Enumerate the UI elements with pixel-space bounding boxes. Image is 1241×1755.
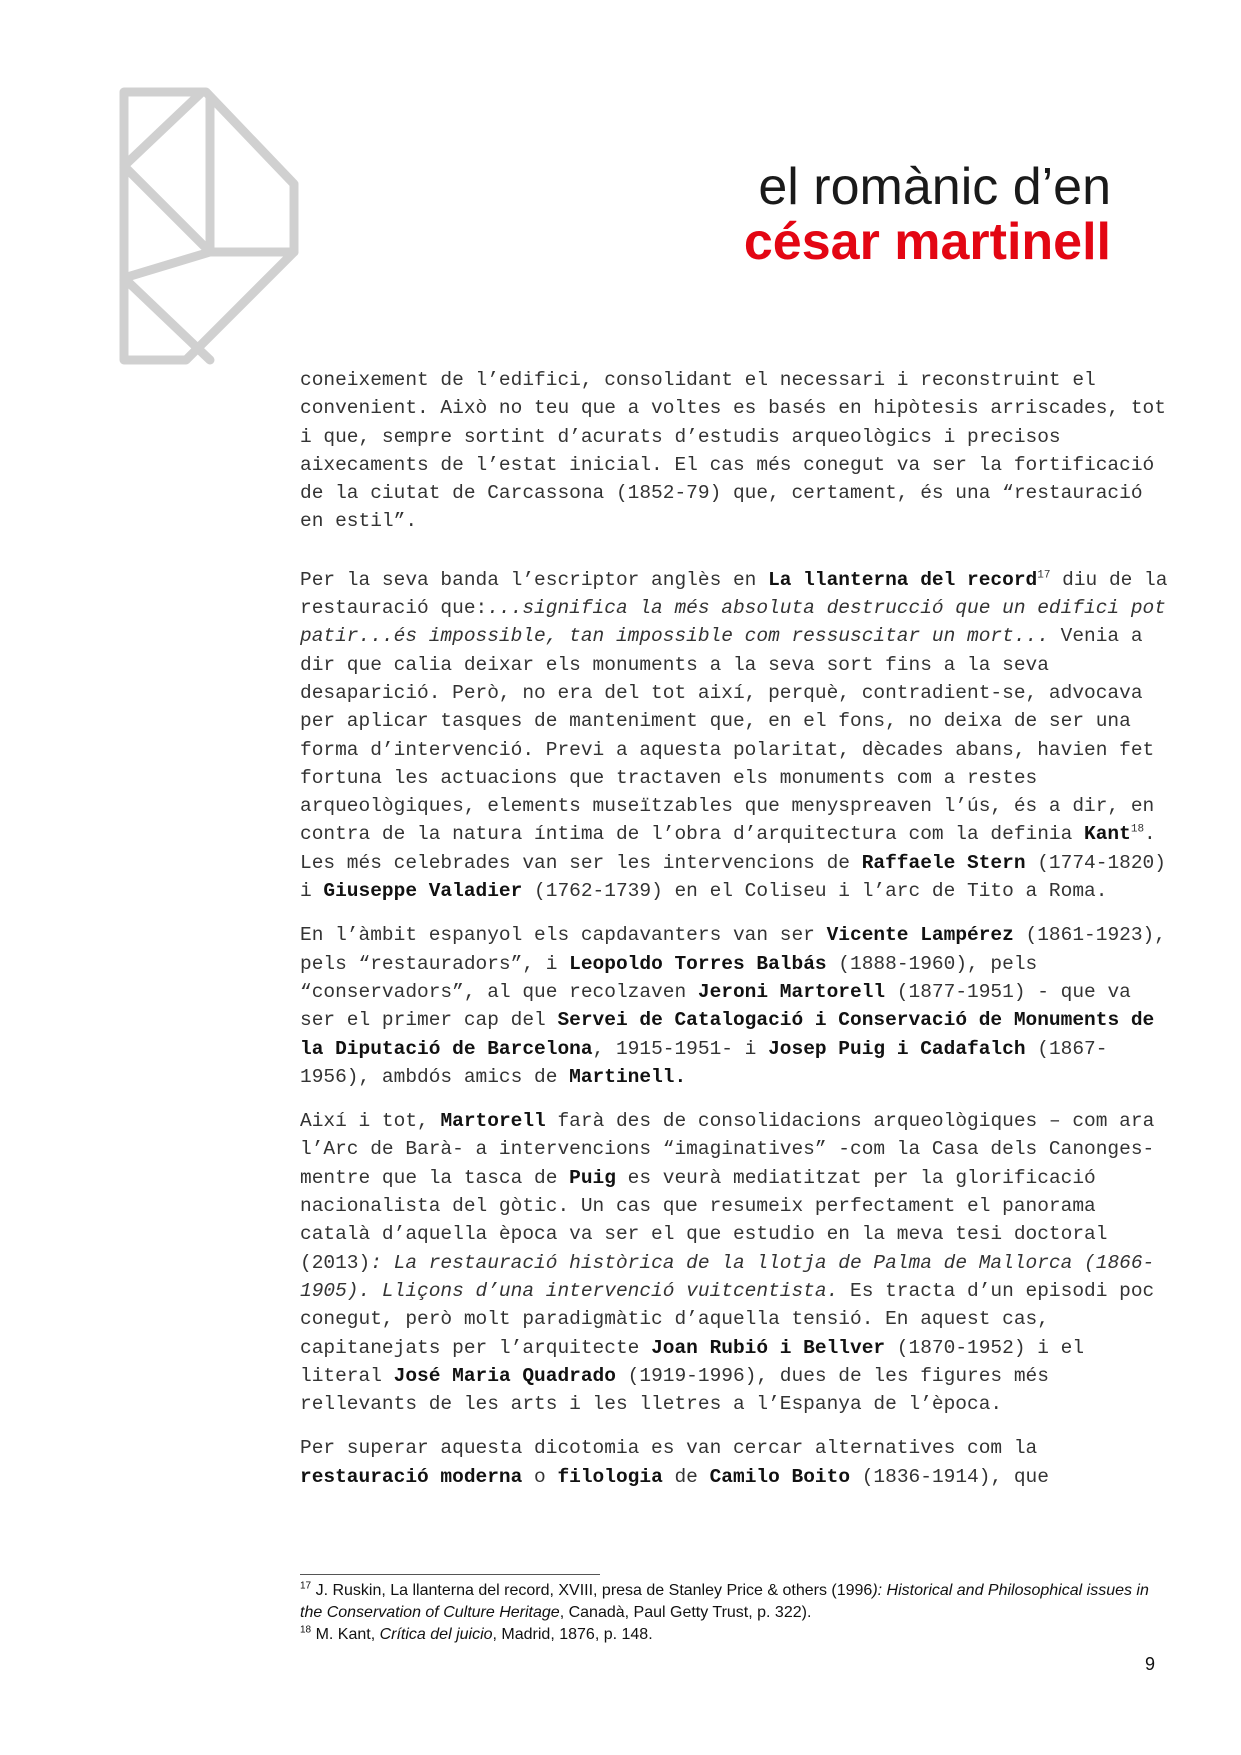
text-run: , Madrid, 1876, p. 148. — [492, 1626, 653, 1643]
text-run: Així i tot, — [300, 1110, 441, 1133]
bold-term: filologia — [557, 1465, 663, 1488]
bold-name: Puig — [569, 1166, 616, 1189]
text-run: farà des de consolidacions arqueològiques – com ara l’Arc de Barà- a intervencions “imaginatives” -com la Casa dels Canonges- mentre que la tasca de — [300, 1110, 1155, 1189]
bold-name: Martorell — [440, 1110, 546, 1133]
footnote-18 — [300, 1624, 1170, 1646]
text-run: (1836-1914), que — [850, 1465, 1049, 1488]
footnote-divider — [300, 1574, 600, 1575]
bold-name: Joan Rubió i Bellver — [651, 1336, 886, 1359]
italic-quote: ...significa la més absoluta destrucció que un edifici pot patir...és impossible, tan impossible com ressuscitar un mort... — [300, 597, 1166, 648]
footnote-ref-17[interactable]: 17 — [1037, 569, 1051, 582]
footnotes — [300, 1580, 1170, 1646]
text-run: (1867-1956), ambdós amics de — [300, 1037, 1108, 1088]
header-title-line1: el romànic d’en — [758, 158, 1111, 216]
paragraph-2 — [300, 566, 1170, 906]
bold-term: restauració moderna — [300, 1465, 523, 1488]
bold-name: Giuseppe Valadier — [323, 880, 523, 903]
paragraph-5 — [300, 1434, 1170, 1491]
bold-name: Josep Puig i Cadafalch — [768, 1037, 1026, 1060]
text-run: Venia a dir que calia deixar els monuments a la seva sort fins a la seva desaparició. Però, no era del tot així, perquè, contradient-se, advocava per aplicar tasques de manteniment que, en el fons, no deixa de ser una forma d’intervenció. Previ a aquesta polaritat, dècades abans, havien fet fortuna les actuacions que tractaven els monuments com a restes arqueològiques, elements museïtzables que menyspreaven l’ús, és a dir, en contra de la natura íntima de l’obra d’arquitectura com la definia — [300, 625, 1155, 846]
italic-text: ): Historical and Philosophical issues in the Conservation of Culture Heritage — [300, 1582, 1149, 1621]
text-run: (1877-1951) - que va ser el primer cap del — [300, 980, 1131, 1032]
text-run: (1888-1960), pels “conservadors”, al que recolzaven — [300, 952, 1038, 1003]
bold-name: Camilo Boito — [709, 1465, 851, 1488]
text-run: En l’àmbit espanyol els capdavanters van ser — [300, 924, 827, 947]
text-run: (1762-1739) en el Coliseu i l’arc de Tito a Roma. — [522, 880, 1108, 903]
publisher-logo-icon — [118, 86, 310, 366]
text-run: es veurà mediatitzat per la glorificació nacionalista del gòtic. Un cas que resumeix perfectament el panorama català d’aquella època va ser el que estudio en la meva tesi doctoral (2013) — [300, 1166, 1108, 1274]
text-run: (1919-1996), dues de les figures més rellevants de les arts i les lletres a l’Espanya de l’època. — [300, 1364, 1049, 1416]
bold-name: Leopoldo Torres Balbás — [569, 952, 827, 975]
bold-name: José Maria Quadrado — [393, 1364, 616, 1387]
text-run: Es tracta d’un episodi poc conegut, però molt paradigmàtic d’aquella tensió. En aquest cas, capitanejats per l’arquitecte — [300, 1279, 1155, 1359]
footnote-ref-18[interactable]: 18 — [1130, 823, 1145, 836]
italic-thesis-title: : La restauració històrica de la llotja de Palma de Mallorca (1866-1905). Lliçons d’una intervenció vuitcentista. — [300, 1251, 1155, 1302]
text-run: Per la seva banda l’escriptor anglès en — [300, 568, 769, 591]
paragraph-3 — [300, 921, 1170, 1091]
header-title-line2: césar martinell — [743, 212, 1111, 271]
bold-name: Martinell. — [569, 1065, 687, 1088]
article-body — [300, 366, 1170, 1491]
text-run: . Les més celebrades van ser les intervencions de — [300, 823, 1156, 874]
text-run: , Canadà, Paul Getty Trust, p. 322). — [559, 1604, 812, 1621]
bold-name: Jeroni Martorell — [697, 980, 886, 1003]
text-run: o — [522, 1465, 558, 1488]
footnote-number: 18 — [300, 1624, 312, 1636]
footnote-17 — [300, 1580, 1170, 1624]
italic-text: Crítica del juicio — [379, 1626, 493, 1643]
paragraph-1: coneixement de l’edifici, consolidant el necessari i reconstruint el convenient. Això no teu que a voltes es basés en hipòtesis arriscades, tot i que, sempre sortint d’acurats d’estudis arqueològics i precisos aixecaments de l’estat inicial. El cas més conegut va ser la fortificació de la ciutat de Carcassona (1852-79) que, certament, és una “restauració en estil”. — [300, 369, 1166, 533]
text-run: de — [662, 1465, 710, 1488]
text-run: Per superar aquesta dicotomia es van cercar alternatives com la — [300, 1437, 1038, 1460]
text-run: J. Ruskin, La llanterna del record, XVIII, presa de Stanley Price & others (1996 — [311, 1582, 873, 1599]
text-run: M. Kant, — [311, 1626, 380, 1643]
text-run: (1774-1820) i — [300, 851, 1166, 903]
bold-title: La llanterna del record — [768, 568, 1038, 591]
paragraph-4 — [300, 1107, 1170, 1418]
publication-header — [744, 160, 1111, 269]
bold-institution: Servei de Catalogació i Conservació de Monuments de la Diputació de Barcelona — [300, 1009, 1155, 1060]
text-run: (1861-1923), pels “restauradors”, i — [300, 924, 1166, 975]
text-run: , 1915-1951- i — [592, 1037, 769, 1060]
bold-name: Vicente Lampérez — [826, 924, 1014, 947]
footnote-number: 17 — [300, 1580, 312, 1592]
bold-name: Raffaele Stern — [861, 851, 1026, 874]
text-run: diu de la restauració que: — [300, 568, 1168, 620]
page-number: 9 — [1144, 1654, 1155, 1674]
text-run: (1870-1952) i el literal — [300, 1336, 1085, 1387]
bold-name: Kant — [1084, 823, 1131, 846]
